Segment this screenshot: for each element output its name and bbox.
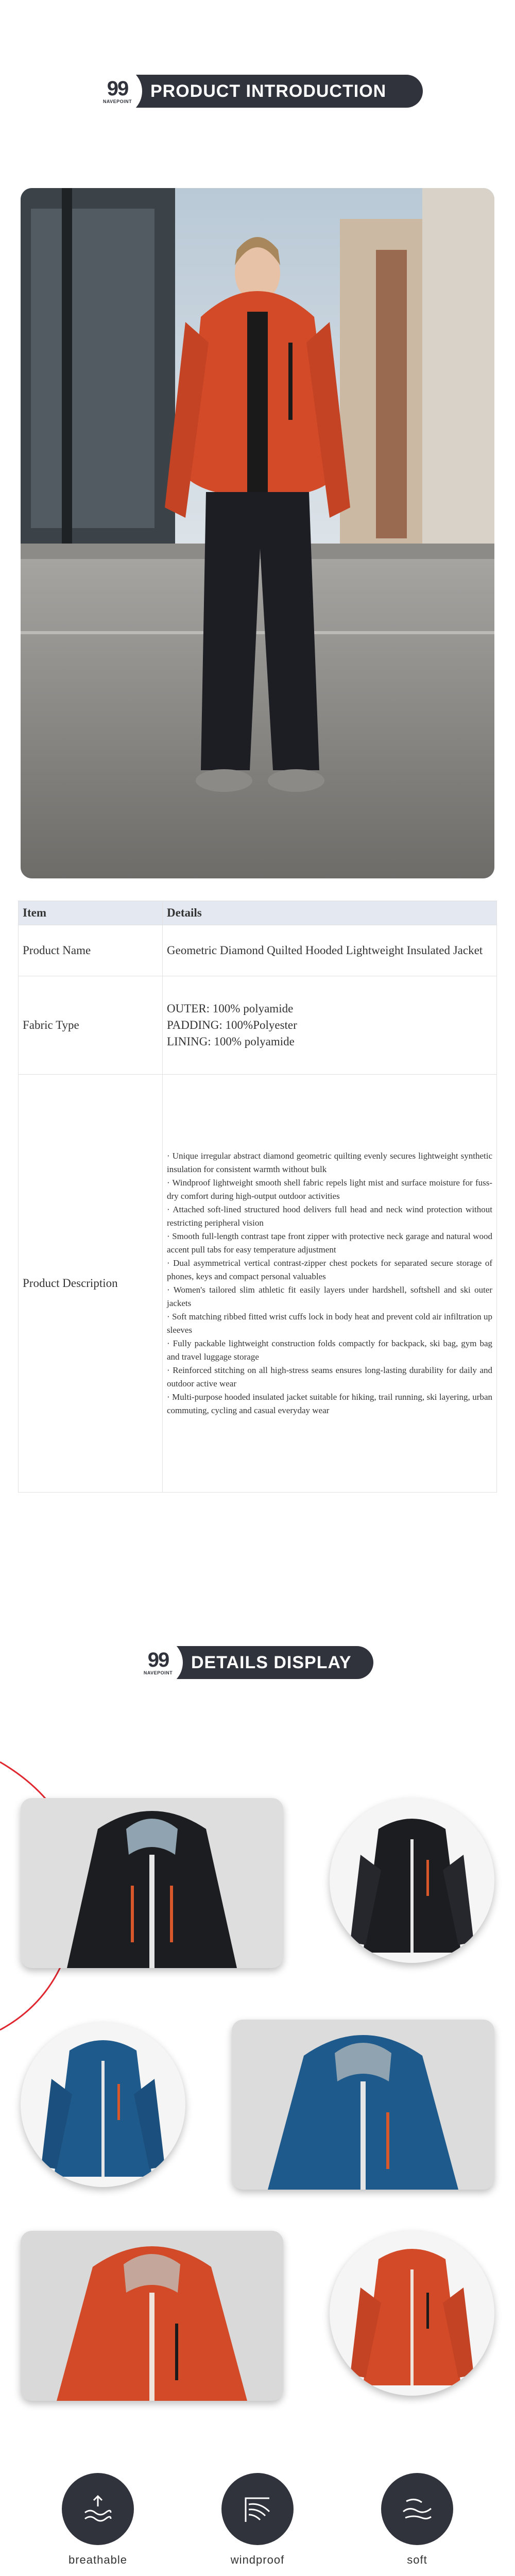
- fabric-line: LINING: 100% polyamide: [167, 1035, 295, 1048]
- product-name-label: Product Name: [19, 925, 163, 976]
- feature-label: soft: [407, 2553, 427, 2566]
- soft-icon: [381, 2473, 453, 2545]
- black-jacket-detail-photo: [21, 1798, 283, 1968]
- description-item: · Attached soft-lined structured hood delivers full head and neck wind protection without restricting peripheral vision: [167, 1205, 492, 1228]
- table-header-row: [19, 901, 497, 925]
- section-header-product-introduction: [101, 75, 423, 108]
- description-value: [163, 1075, 497, 1493]
- header-details: Details: [163, 901, 497, 925]
- table-row: [19, 925, 497, 976]
- blue-jacket-detail-photo: [232, 2020, 494, 2190]
- fabric-line: OUTER: 100% polyamide: [167, 1002, 294, 1015]
- description-item: · Dual asymmetrical vertical contrast-zipper chest pockets for separated secure storage of phones, keys and compact personal valuables: [167, 1258, 492, 1281]
- black-jacket-photo: [330, 1798, 494, 1963]
- header-item: Item: [19, 901, 163, 925]
- table-row: [19, 1075, 497, 1493]
- section-title: DETAILS DISPLAY: [191, 1652, 352, 1672]
- feature-label: windproof: [230, 2553, 285, 2566]
- jacket-illustration: [21, 2231, 283, 2401]
- section-title: PRODUCT INTRODUCTION: [150, 81, 387, 101]
- feature-windproof: [211, 2473, 304, 2567]
- product-spec-table: [18, 901, 497, 1493]
- orange-jacket-detail-photo: [21, 2231, 283, 2401]
- breathable-icon: [62, 2473, 134, 2545]
- description-item: · Windproof lightweight smooth shell fabric repels light mist and surface moisture for fuss-dry comfort during high-output outdoor activities: [167, 1178, 492, 1201]
- table-row: [19, 976, 497, 1075]
- feature-breathable: [52, 2473, 144, 2567]
- description-item: · Soft matching ribbed fitted wrist cuffs lock in body heat and prevent cold air infiltration up sleeves: [167, 1312, 492, 1335]
- fabric-type-value: [163, 976, 497, 1075]
- description-item: · Multi-purpose hooded insulated jacket suitable for hiking, trail running, ski layering, urban commuting, cycling and casual everyday wear: [167, 1392, 492, 1415]
- section-header-details-display: [142, 1646, 373, 1679]
- jacket-illustration: [21, 1798, 283, 1968]
- street-scene-illustration: [21, 188, 494, 878]
- description-item: · Fully packable lightweight construction folds compactly for backpack, ski bag, gym bag and travel luggage storage: [167, 1338, 492, 1362]
- jacket-illustration: [330, 2231, 494, 2396]
- description-item: · Smooth full-length contrast tape front zipper with protective neck garage and natural wood accent pull tabs for easy temperature adjustment: [167, 1231, 492, 1255]
- jacket-illustration: [330, 1798, 494, 1963]
- hero-model-photo: [21, 188, 494, 878]
- blue-jacket-photo: [21, 2022, 185, 2187]
- brand-badge: 99 NAVEPOINT: [134, 1639, 182, 1686]
- feature-label: breathable: [68, 2553, 127, 2566]
- jacket-illustration: [232, 2020, 494, 2190]
- jacket-illustration: [21, 2022, 185, 2187]
- description-item: · Unique irregular abstract diamond geometric quilting evenly secures lightweight synthetic insulation for consistent warmth without bulk: [167, 1151, 492, 1174]
- description-item: · Reinforced stitching on all high-stress seams ensures long-lasting durability for daily and outdoor active wear: [167, 1365, 492, 1388]
- fabric-line: PADDING: 100%Polyester: [167, 1019, 297, 1031]
- product-name-value: Geometric Diamond Quilted Hooded Lightweight Insulated Jacket: [163, 925, 497, 976]
- description-item: · Women's tailored slim athletic fit easily layers under hardshell, softshell and ski outer jackets: [167, 1285, 492, 1308]
- feature-soft: [371, 2473, 464, 2567]
- orange-jacket-photo: [330, 2231, 494, 2396]
- brand-badge: 99 NAVEPOINT: [94, 67, 141, 115]
- fabric-type-label: Fabric Type: [19, 976, 163, 1075]
- description-label: Product Description: [19, 1075, 163, 1493]
- windproof-icon: [221, 2473, 294, 2545]
